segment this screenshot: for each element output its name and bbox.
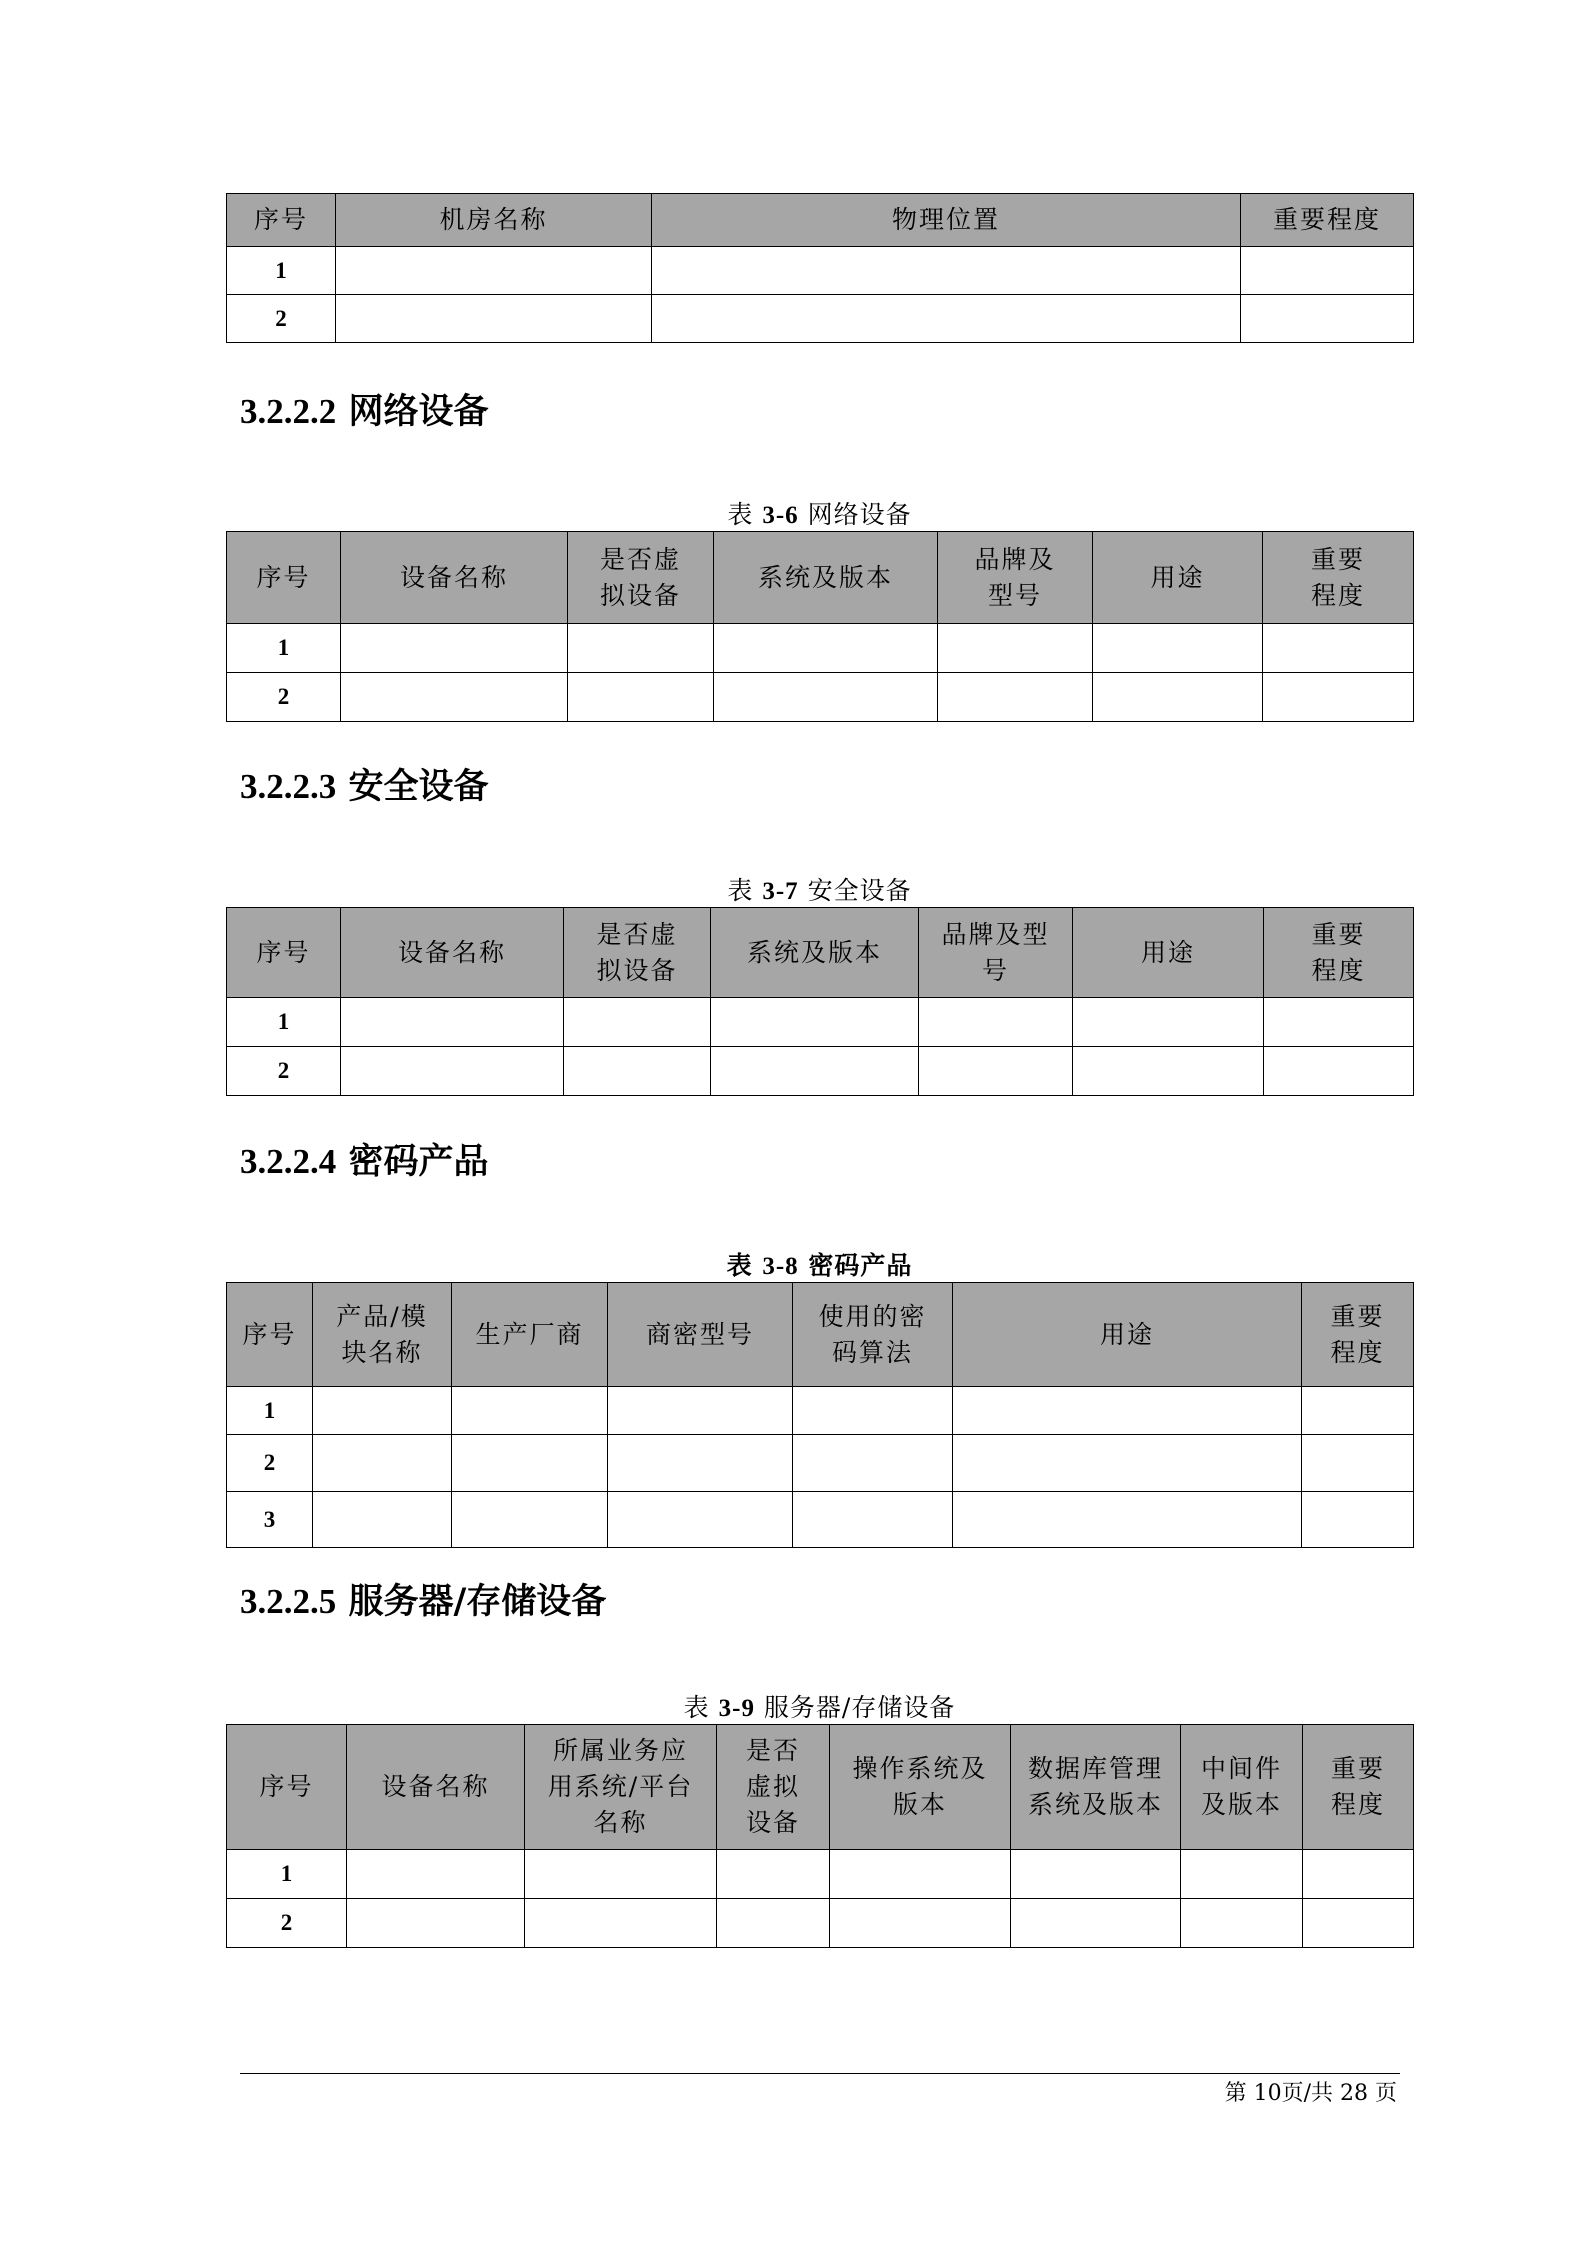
row-index: 2 — [227, 1047, 341, 1096]
table-cell — [714, 673, 938, 722]
row-index: 1 — [227, 247, 336, 295]
table-row — [227, 1047, 1414, 1096]
table-rooms-block — [226, 193, 1413, 343]
row-index: 2 — [227, 673, 341, 722]
table-cell — [1241, 295, 1414, 343]
col-header: 是否虚拟设备 — [568, 532, 714, 624]
table-crypto — [226, 1282, 1414, 1548]
col-header: 系统及版本 — [714, 532, 938, 624]
table-cell — [1073, 998, 1264, 1047]
section-number: 3.2.2.3 — [240, 767, 337, 806]
table-cell — [830, 1850, 1011, 1899]
col-header: 重要程度 — [1241, 194, 1414, 247]
table-cell — [341, 1047, 564, 1096]
table-cell — [347, 1899, 525, 1948]
table-cell — [1011, 1850, 1181, 1899]
table-cell — [1264, 1047, 1414, 1096]
table-cell — [1302, 1492, 1414, 1548]
table-cell — [714, 624, 938, 673]
table-cell — [830, 1899, 1011, 1948]
footer-divider — [240, 2073, 1400, 2074]
table-cell — [313, 1492, 452, 1548]
table-cell — [953, 1492, 1302, 1548]
table-network-block — [226, 531, 1413, 722]
row-index: 2 — [227, 1435, 313, 1492]
col-header: 物理位置 — [652, 194, 1241, 247]
col-header: 重要程度 — [1303, 1725, 1414, 1850]
section-title: 网络设备 — [348, 391, 489, 432]
caption-label: 表 — [726, 1251, 753, 1280]
col-header: 设备名称 — [347, 1725, 525, 1850]
table-caption — [226, 495, 1413, 531]
col-header: 是否虚拟设备 — [717, 1725, 830, 1850]
table-security-block — [226, 907, 1413, 1096]
table-cell — [717, 1899, 830, 1948]
col-header: 用途 — [1073, 908, 1264, 998]
table-cell — [564, 1047, 711, 1096]
table-row — [227, 1387, 1414, 1435]
table-cell — [313, 1387, 452, 1435]
col-header: 使用的密码算法 — [793, 1283, 953, 1387]
caption-number: 3-7 — [762, 878, 799, 905]
table-row — [227, 624, 1414, 673]
table-row — [227, 1435, 1414, 1492]
table-server-block — [226, 1724, 1413, 1948]
table-cell — [938, 673, 1093, 722]
table-cell — [1093, 673, 1263, 722]
table-server — [226, 1724, 1414, 1948]
caption-title: 安全设备 — [807, 876, 912, 905]
table-caption — [226, 1688, 1413, 1724]
section-number: 3.2.2.5 — [240, 1582, 337, 1621]
row-index: 1 — [227, 1387, 313, 1435]
caption-number: 3-9 — [718, 1695, 755, 1722]
row-index: 2 — [227, 295, 336, 343]
table-row — [227, 673, 1414, 722]
table-row — [227, 1850, 1414, 1899]
table-cell — [608, 1492, 793, 1548]
caption-label: 表 — [727, 876, 754, 905]
table-cell — [1302, 1387, 1414, 1435]
table-cell — [1241, 247, 1414, 295]
table-cell — [608, 1435, 793, 1492]
table-rooms — [226, 193, 1414, 343]
table-cell — [336, 295, 652, 343]
table-cell — [1263, 673, 1414, 722]
table-cell — [347, 1850, 525, 1899]
col-header: 序号 — [227, 908, 341, 998]
table-cell — [1303, 1850, 1414, 1899]
col-header: 是否虚拟设备 — [564, 908, 711, 998]
table-cell — [1264, 998, 1414, 1047]
table-cell — [1073, 1047, 1264, 1096]
section-title: 安全设备 — [348, 766, 489, 807]
section-title: 服务器/存储设备 — [348, 1581, 607, 1622]
table-cell — [1302, 1435, 1414, 1492]
col-header: 用途 — [953, 1283, 1302, 1387]
table-cell — [1181, 1850, 1303, 1899]
table-cell — [452, 1387, 608, 1435]
section-title: 密码产品 — [348, 1141, 489, 1182]
section-number: 3.2.2.2 — [240, 392, 337, 431]
col-header: 生产厂商 — [452, 1283, 608, 1387]
caption-title: 服务器/存储设备 — [763, 1693, 956, 1722]
col-header: 设备名称 — [341, 908, 564, 998]
col-header: 机房名称 — [336, 194, 652, 247]
col-header: 品牌及型号 — [938, 532, 1093, 624]
table-cell — [711, 1047, 919, 1096]
row-index: 2 — [227, 1899, 347, 1948]
table-cell — [793, 1387, 953, 1435]
page-number: 第 10页/共 28 页 — [1224, 2081, 1397, 2106]
col-header: 序号 — [227, 532, 341, 624]
table-cell — [525, 1850, 717, 1899]
table-cell — [919, 1047, 1073, 1096]
table-row — [227, 247, 1414, 295]
col-header: 操作系统及版本 — [830, 1725, 1011, 1850]
table-cell — [336, 247, 652, 295]
row-index: 1 — [227, 624, 341, 673]
table-row — [227, 295, 1414, 343]
table-cell — [1303, 1899, 1414, 1948]
caption-label: 表 — [683, 1693, 710, 1722]
table-cell — [711, 998, 919, 1047]
caption-number: 3-6 — [762, 502, 799, 529]
col-header: 序号 — [227, 1283, 313, 1387]
table-caption — [226, 871, 1413, 907]
table-cell — [452, 1492, 608, 1548]
table-row — [227, 1492, 1414, 1548]
col-header: 重要程度 — [1302, 1283, 1414, 1387]
section-heading-crypto — [240, 1134, 488, 1184]
table-row — [227, 1899, 1414, 1948]
table-crypto-block — [226, 1282, 1413, 1548]
table-cell — [717, 1850, 830, 1899]
table-security — [226, 907, 1414, 1096]
col-header: 用途 — [1093, 532, 1263, 624]
table-cell — [525, 1899, 717, 1948]
col-header: 重要程度 — [1264, 908, 1414, 998]
table-network — [226, 531, 1414, 722]
col-header: 序号 — [227, 1725, 347, 1850]
col-header: 系统及版本 — [711, 908, 919, 998]
table-cell — [568, 624, 714, 673]
table-caption — [226, 1246, 1413, 1282]
col-header: 中间件及版本 — [1181, 1725, 1303, 1850]
table-cell — [1011, 1899, 1181, 1948]
section-heading-security — [240, 759, 488, 809]
caption-title: 网络设备 — [807, 500, 912, 529]
row-index: 3 — [227, 1492, 313, 1548]
col-header: 重要程度 — [1263, 532, 1414, 624]
table-cell — [919, 998, 1073, 1047]
col-header: 产品/模块名称 — [313, 1283, 452, 1387]
table-cell — [341, 673, 568, 722]
col-header: 设备名称 — [341, 532, 568, 624]
table-cell — [953, 1435, 1302, 1492]
table-cell — [1181, 1899, 1303, 1948]
table-cell — [793, 1492, 953, 1548]
caption-number: 3-8 — [762, 1253, 799, 1280]
col-header: 所属业务应用系统/平台名称 — [525, 1725, 717, 1850]
table-cell — [1263, 624, 1414, 673]
section-number: 3.2.2.4 — [240, 1142, 337, 1181]
table-cell — [568, 673, 714, 722]
table-cell — [953, 1387, 1302, 1435]
table-cell — [938, 624, 1093, 673]
col-header: 商密型号 — [608, 1283, 793, 1387]
col-header: 品牌及型号 — [919, 908, 1073, 998]
table-cell — [452, 1435, 608, 1492]
table-cell — [652, 247, 1241, 295]
table-cell — [652, 295, 1241, 343]
table-cell — [564, 998, 711, 1047]
caption-label: 表 — [727, 500, 754, 529]
table-cell — [341, 998, 564, 1047]
col-header: 数据库管理系统及版本 — [1011, 1725, 1181, 1850]
table-cell — [341, 624, 568, 673]
col-header: 序号 — [227, 194, 336, 247]
table-cell — [1093, 624, 1263, 673]
table-cell — [608, 1387, 793, 1435]
row-index: 1 — [227, 1850, 347, 1899]
table-cell — [313, 1435, 452, 1492]
table-cell — [793, 1435, 953, 1492]
table-row — [227, 998, 1414, 1047]
caption-title: 密码产品 — [808, 1251, 913, 1280]
section-heading-network — [240, 384, 488, 434]
section-heading-server — [240, 1574, 606, 1624]
row-index: 1 — [227, 998, 341, 1047]
